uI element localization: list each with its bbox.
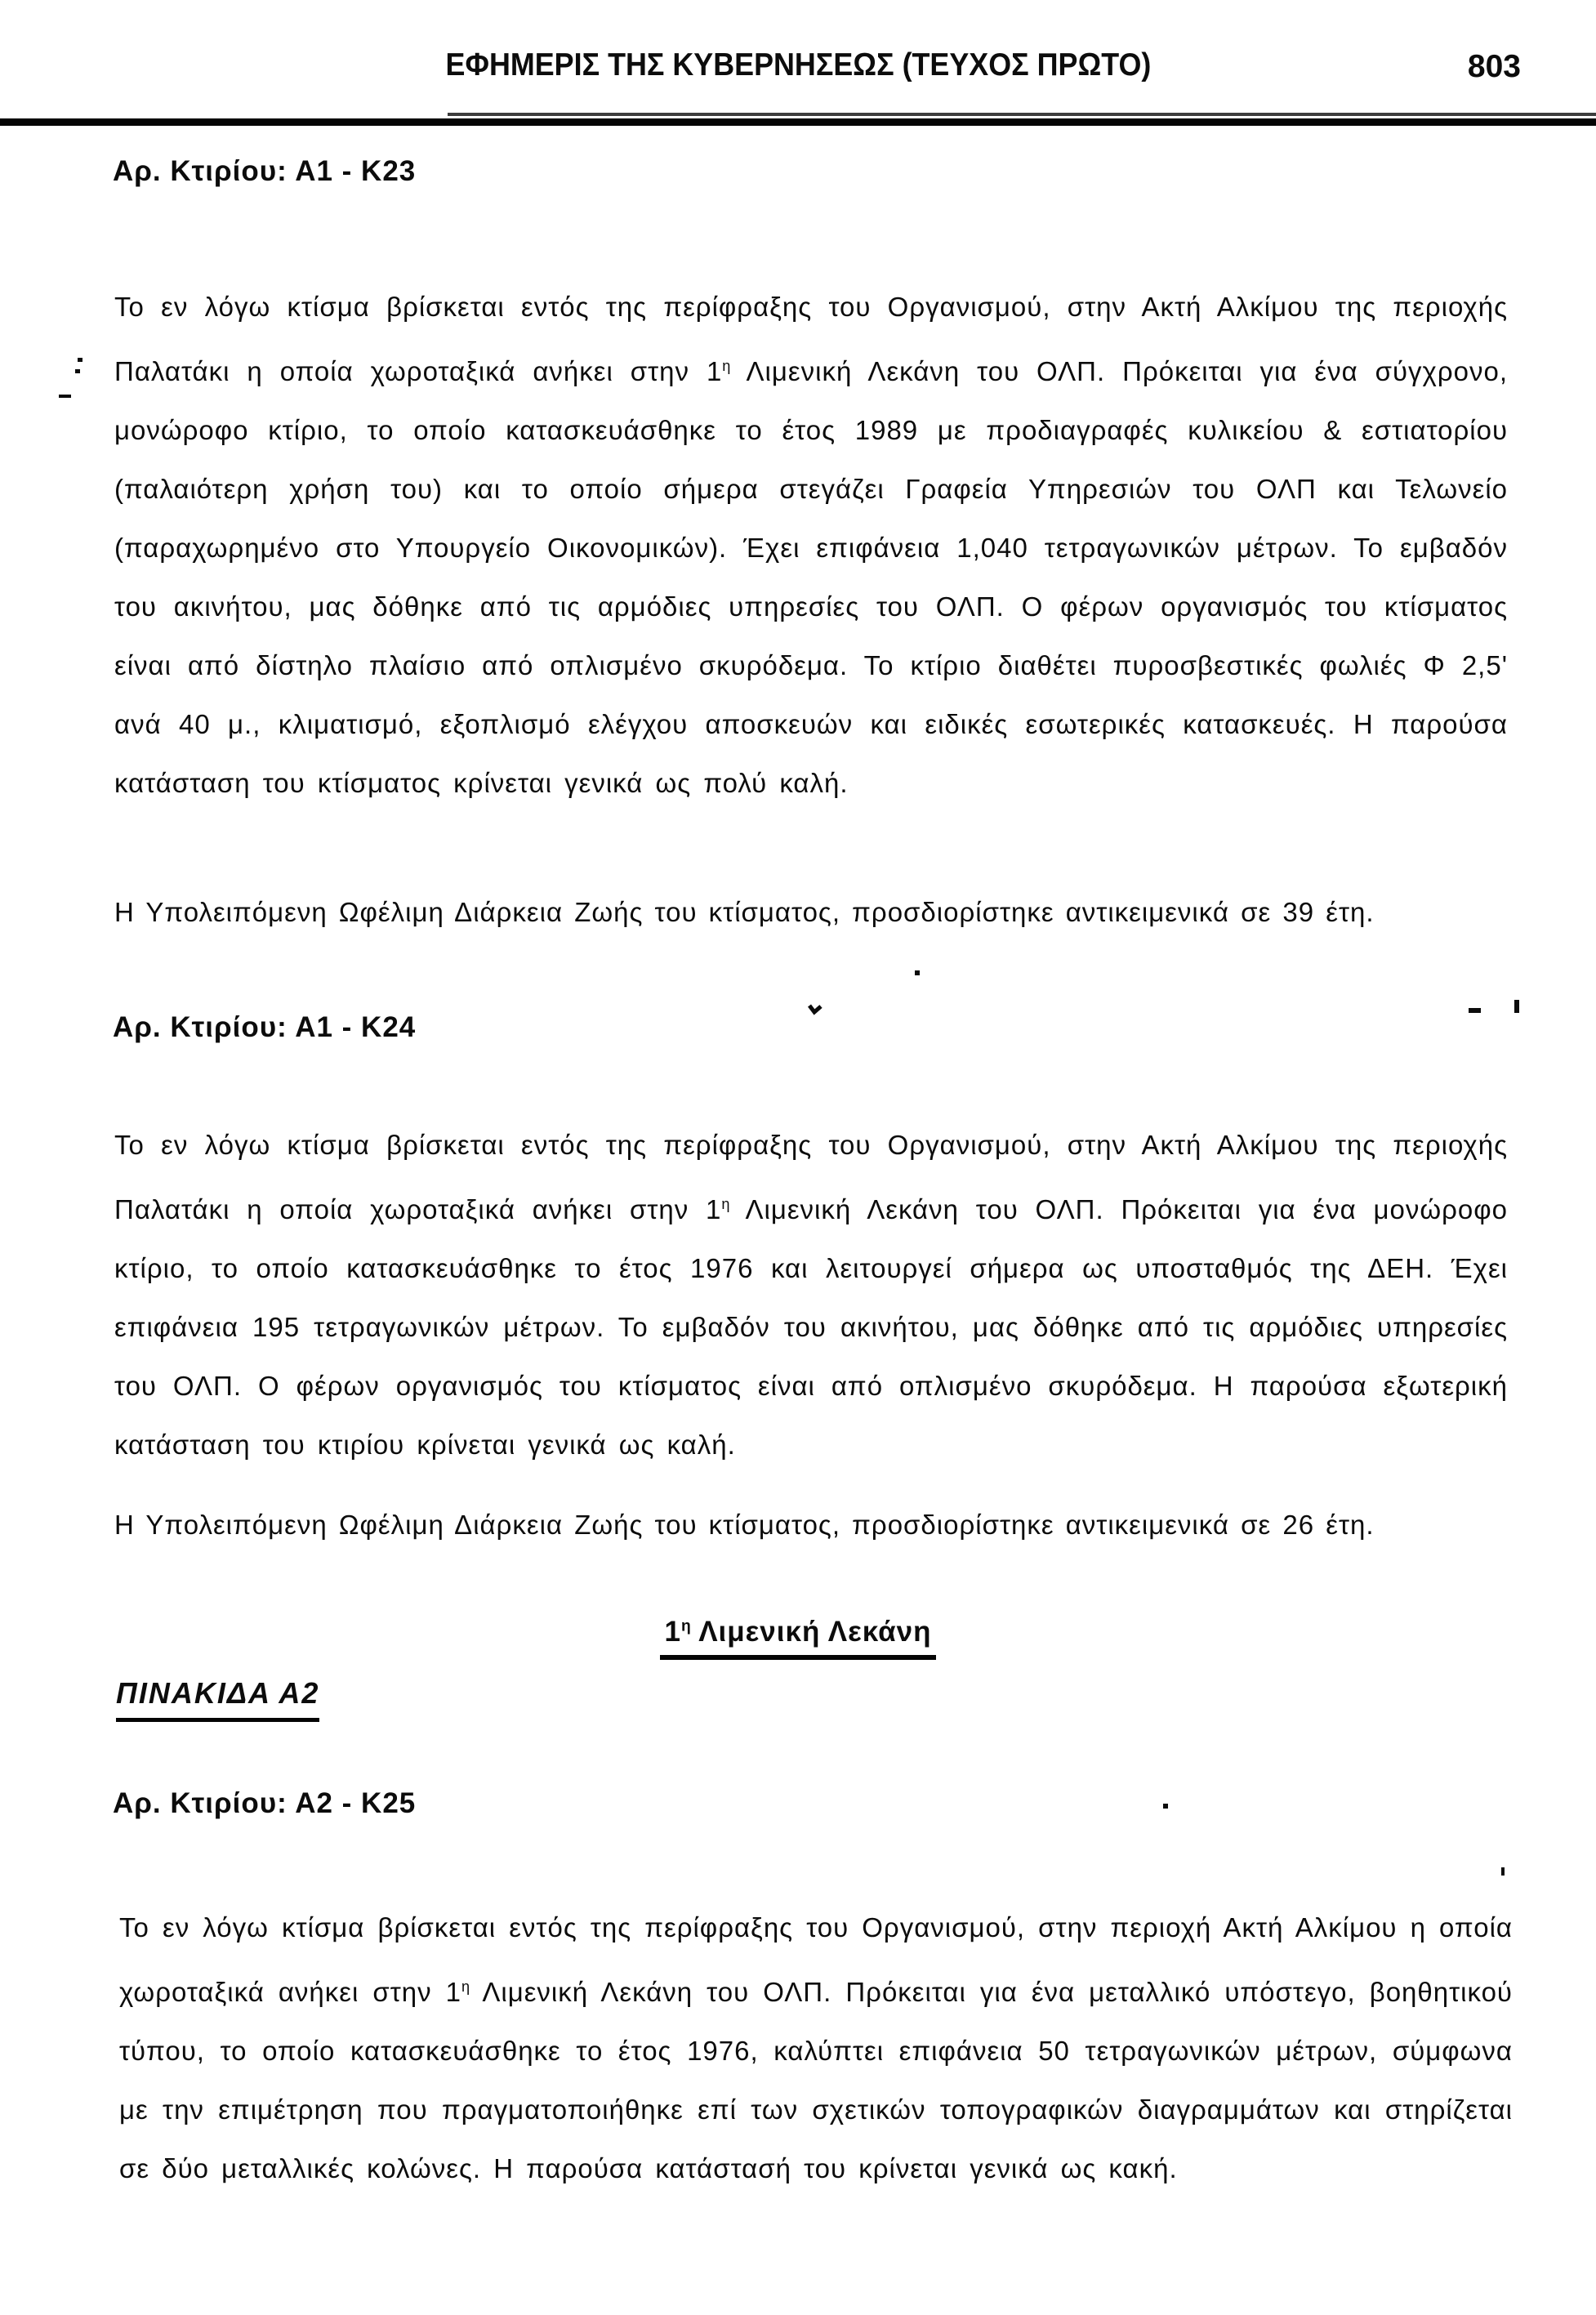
scan-artifact — [1163, 1804, 1168, 1809]
scan-artifact — [78, 358, 82, 362]
building-a1-k24-heading: Αρ. Κτιρίου: Α1 - Κ24 — [113, 1011, 417, 1043]
page-header — [0, 47, 1596, 83]
scan-artifact — [807, 1003, 823, 1015]
page-number: 803 — [1467, 49, 1521, 84]
building-a1-k24-description: Το εν λόγω κτίσμα βρίσκεται εντός της περίφραξης του Οργανισμού, στην Ακτή Αλκίμου της περιοχής Παλατάκι η οποία χωροταξικά ανήκει στην $1^\eta$ Λιμενική Λεκάνη του ΟΛΠ. Πρόκειται για ένα μονώροφο κτίριο, το οποίο κατασκευάσθηκε το έτος 1976 και λειτουργεί σήμερα ως υποσταθμός της ΔΕΗ. Έχει επιφάνεια 195 τετραγωνικών μέτρων. Το εμβαδόν του ακινήτου, μας δόθηκε από τις αρμόδιες υπηρεσίες του ΟΛΠ. Ο φέρων οργανισμός του κτίσματος είναι από οπλισμένο σκυρόδεμα. Η παρούσα εξωτερική κατάσταση του κτιρίου κρίνεται γενικά ως καλή. — [114, 1130, 1508, 1460]
scan-artifact — [1501, 1867, 1505, 1876]
building-a1-k24-remaining-life: Η Υπολειπόμενη Ωφέλιμη Διάρκεια Ζωής του κτίσματος, προσδιορίστηκε αντικειμενικά σε 26 έτη. — [114, 1510, 1375, 1540]
scan-artifact — [915, 970, 920, 975]
scan-artifact — [75, 369, 80, 373]
scan-artifact — [1514, 1000, 1519, 1013]
building-a1-k23-heading: Αρ. Κτιρίου: Α1 - Κ23 — [113, 155, 417, 187]
scan-artifact — [1469, 1008, 1481, 1013]
building-a2-k25-heading: Αρ. Κτιρίου: Α2 - Κ25 — [113, 1787, 417, 1819]
building-a1-k23-description: Το εν λόγω κτίσμα βρίσκεται εντός της περίφραξης του Οργανισμού, στην Ακτή Αλκίμου της περιοχής Παλατάκι η οποία χωροταξικά ανήκει στην $1^\eta$ Λιμενική Λεκάνη του ΟΛΠ. Πρόκειται για ένα σύγχρονο, μονώροφο κτίριο, το οποίο κατασκευάσθηκε το έτος 1989 με προδιαγραφές κυλικείου & εστιατορίου (παλαιότερη χρήση του) και το οποίο σήμερα στεγάζει Γραφεία Υπηρεσιών του ΟΛΠ και Τελωνείο (παραχωρημένο στο Υπουργείο Οικονομικών). Έχει επιφάνεια 1,040 τετραγωνικών μέτρων. Το εμβαδόν του ακινήτου, μας δόθηκε από τις αρμόδιες υπηρεσίες του ΟΛΠ. Ο φέρων οργανισμός του κτίσματος είναι από δίστηλο πλαίσιο από οπλισμένο σκυρόδεμα. Το κτίριο διαθέτει πυροσβεστικές φωλιές Φ 2,5' ανά 40 μ., κλιματισμό, εξοπλισμό ελέγχου αποσκευών και ειδικές εσωτερικές κατασκευές. Η παρούσα κατάσταση του κτίσματος κρίνεται γενικά ως πολύ καλή. — [114, 292, 1508, 798]
gazette-title: ΕΦΗΜΕΡΙΣ ΤΗΣ ΚΥΒΕΡΝΗΣΕΩΣ (ΤΕΥΧΟΣ ΠΡΩΤΟ) — [445, 47, 1151, 83]
header-rule-upper — [448, 113, 1596, 116]
basin-heading-row — [0, 1616, 1596, 1660]
header-rule — [0, 118, 1596, 126]
scan-artifact — [59, 395, 71, 398]
building-a2-k25-description: Το εν λόγω κτίσμα βρίσκεται εντός της περίφραξης του Οργανισμού, στην περιοχή Ακτή Αλκίμου η οποία χωροταξικά ανήκει στην $1^\eta$ Λιμενική Λεκάνη του ΟΛΠ. Πρόκειται για ένα μεταλλικό υπόστεγο, βοηθητικού τύπου, το οποίο κατασκευάσθηκε το έτος 1976, καλύπτει επιφάνεια 50 τετραγωνικών μέτρων, σύμφωνα με την επιμέτρηση που πραγματοποιήθηκε επί των σχετικών τοπογραφικών διαγραμμάτων και στηρίζεται σε δύο μεταλλικές κολώνες. Η παρούσα κατάστασή του κρίνεται γενικά ως κακή. — [119, 1912, 1513, 2183]
basin-heading: $1^\eta$ Λιμενική Λεκάνη — [660, 1616, 937, 1660]
plate-a2-label: ΠΙΝΑΚΙΔΑ Α2 — [116, 1676, 319, 1722]
building-a1-k23-remaining-life: Η Υπολειπόμενη Ωφέλιμη Διάρκεια Ζωής του κτίσματος, προσδιορίστηκε αντικειμενικά σε 39 έτη. — [114, 897, 1375, 927]
